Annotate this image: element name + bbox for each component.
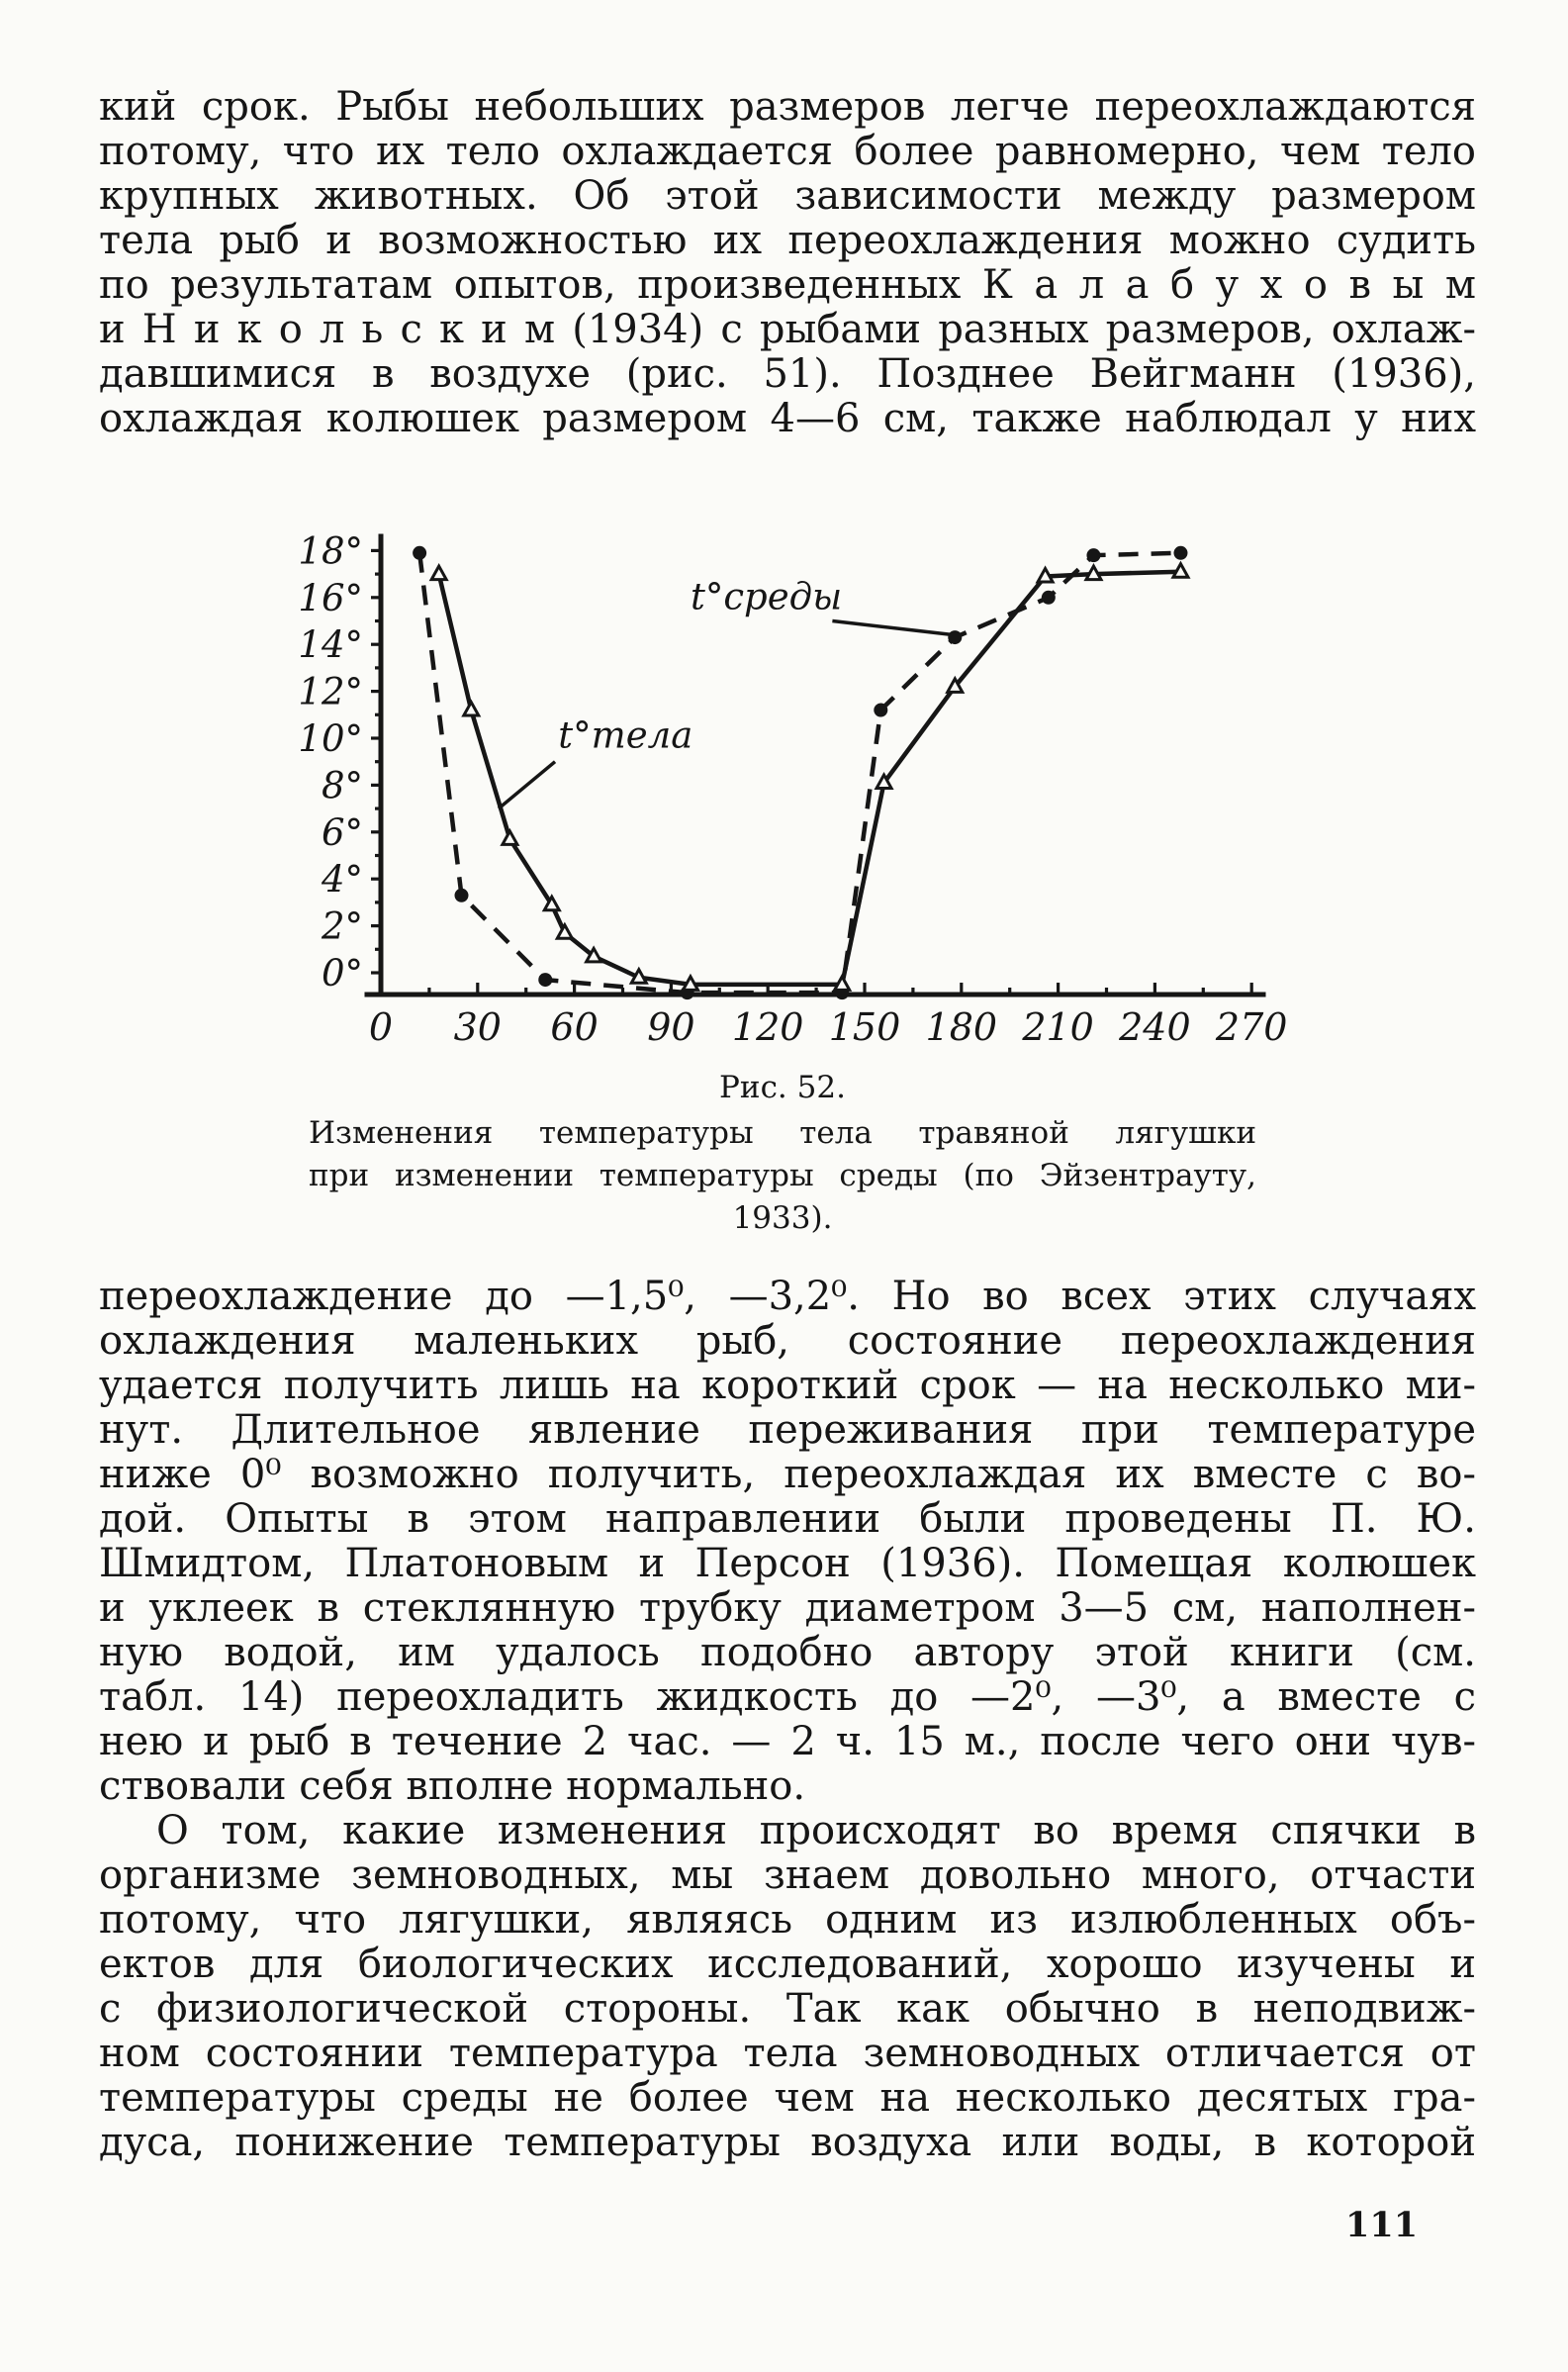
text-line: нею и рыб в течение 2 час. — 2 ч. 15 м., после чего они чув-: [99, 1719, 1476, 1764]
text-line: охлаждая колюшек размером 4—6 см, также наблюдал у них: [99, 396, 1476, 441]
text-line: переохлаждение до —1,5⁰, —3,2⁰. Но во всех этих случаях: [99, 1274, 1476, 1319]
text-line: давшимися в воздухе (рис. 51). Позднее Вейгманн (1936),: [99, 351, 1476, 397]
x-tick-label: 0: [368, 1005, 394, 1049]
y-tick-label: 4°: [321, 858, 363, 901]
text-line: организме земноводных, мы знаем довольно много, отчасти: [99, 1852, 1476, 1898]
series-line-tela: [439, 572, 1181, 985]
text-line: и уклеек в стеклянную трубку диаметром 3—5 см, наполнен-: [99, 1585, 1476, 1631]
text-line: табл. 14) переохладить жидкость до —2⁰, —3⁰, а вместе с: [99, 1674, 1476, 1720]
y-tick-label: 6°: [321, 810, 363, 854]
figure-52: [203, 457, 1321, 1051]
x-tick-label: 150: [828, 1005, 901, 1049]
y-tick-label: 18°: [298, 529, 363, 573]
y-tick-label: 12°: [298, 670, 363, 713]
y-tick-label: 10°: [298, 717, 363, 760]
text-line: ствовали себя вполне нормально.: [99, 1763, 806, 1809]
text-line: ную водой, им удалось подобно автору этой книги (см.: [99, 1630, 1476, 1675]
data-point-tela: [1038, 568, 1053, 582]
y-tick-label: 14°: [298, 623, 363, 667]
text-line: ном состоянии температура тела земноводных отличается от: [99, 2031, 1476, 2076]
series-label-pointer-tela: [499, 762, 555, 808]
page-number: 111: [1345, 2205, 1419, 2245]
text-line: тела рыб и возможностью их переохлаждения можно судить: [99, 218, 1476, 263]
text-line: кий срок. Рыбы небольших размеров легче переохлаждаются: [99, 84, 1476, 130]
data-point-tela: [683, 977, 697, 991]
paragraph-1: [99, 85, 1476, 441]
text-line: температуры среды не более чем на несколько десятых гра-: [99, 2075, 1476, 2121]
text-line: крупных животных. Об этой зависимости между размером: [99, 173, 1476, 219]
data-point-tela: [631, 970, 646, 984]
text-line: Шмидтом, Платоновым и Персон (1936). Помещая колюшек: [99, 1541, 1476, 1586]
text-line: ектов для биологических исследований, хорошо изучены и: [99, 1942, 1476, 1987]
series-label-tela: t°тела: [558, 713, 693, 757]
y-tick-label: 8°: [321, 764, 363, 807]
x-tick-label: 180: [925, 1005, 998, 1049]
data-point-tela: [1086, 566, 1101, 580]
paragraphs-2-3: [99, 1275, 1476, 2165]
caption-line: Изменения температуры тела травяной лягушки: [309, 1115, 1256, 1151]
text-line: по результатам опытов, произведенных К а л а б у х о в ы м: [99, 262, 1476, 308]
data-point-sredy: [455, 889, 469, 902]
x-tick-label: 30: [453, 1005, 502, 1049]
data-point-sredy: [1086, 548, 1100, 562]
x-tick-label: 270: [1215, 1005, 1288, 1049]
figure-52-caption: [309, 1067, 1256, 1240]
text-line: с физиологической стороны. Так как обычно в неподвиж-: [99, 1986, 1476, 2032]
figure-52-chart: [203, 457, 1321, 1051]
text-line: ниже 0⁰ возможно получить, переохлаждая их вместе с во-: [99, 1452, 1476, 1497]
data-point-tela: [503, 831, 517, 845]
text-line: дой. Опыты в этом направлении были проведены П. Ю.: [99, 1496, 1476, 1542]
data-point-sredy: [874, 704, 887, 717]
text-line: и Н и к о л ь с к и м (1934) с рыбами разных размеров, охлаж-: [99, 307, 1476, 352]
text-line: удается получить лишь на короткий срок — на несколько ми-: [99, 1363, 1476, 1408]
series-label-pointer-sredy: [832, 621, 955, 635]
text-line: потому, что их тело охлаждается более равномерно, чем тело: [99, 129, 1476, 174]
text-line: нут. Длительное явление переживания при температуре: [99, 1407, 1476, 1453]
text-line: дуса, понижение температуры воздуха или воды, в которой: [99, 2120, 1476, 2165]
x-tick-label: 210: [1022, 1005, 1094, 1049]
data-point-sredy: [948, 630, 962, 644]
data-point-sredy: [1042, 591, 1056, 605]
text-line: потому, что лягушки, являясь одним из излюбленных объ-: [99, 1897, 1476, 1943]
series-line-sredy: [419, 553, 1180, 993]
x-tick-label: 60: [550, 1005, 599, 1049]
caption-line: при изменении температуры среды (по Эйзентрауту,: [309, 1158, 1256, 1193]
data-point-tela: [431, 566, 446, 580]
y-tick-label: 2°: [321, 904, 363, 948]
data-point-tela: [835, 977, 850, 991]
text-line: охлаждения маленьких рыб, состояние переохлаждения: [99, 1318, 1476, 1364]
data-point-sredy: [413, 546, 426, 560]
y-tick-label: 0°: [321, 952, 363, 995]
data-point-sredy: [1173, 546, 1187, 560]
y-tick-label: 16°: [298, 576, 363, 619]
x-tick-label: 240: [1119, 1005, 1191, 1049]
x-tick-label: 120: [731, 1005, 804, 1049]
x-tick-label: 90: [647, 1005, 695, 1049]
caption-line: 1933).: [732, 1200, 833, 1236]
text-line: О том, какие изменения происходят во время спячки в: [156, 1808, 1476, 1853]
figure-number: Рис. 52.: [719, 1070, 846, 1105]
data-point-tela: [557, 925, 572, 939]
series-label-sredy: t°среды: [690, 575, 843, 618]
data-point-tela: [1173, 564, 1188, 578]
data-point-sredy: [538, 973, 552, 987]
data-point-tela: [464, 703, 479, 716]
